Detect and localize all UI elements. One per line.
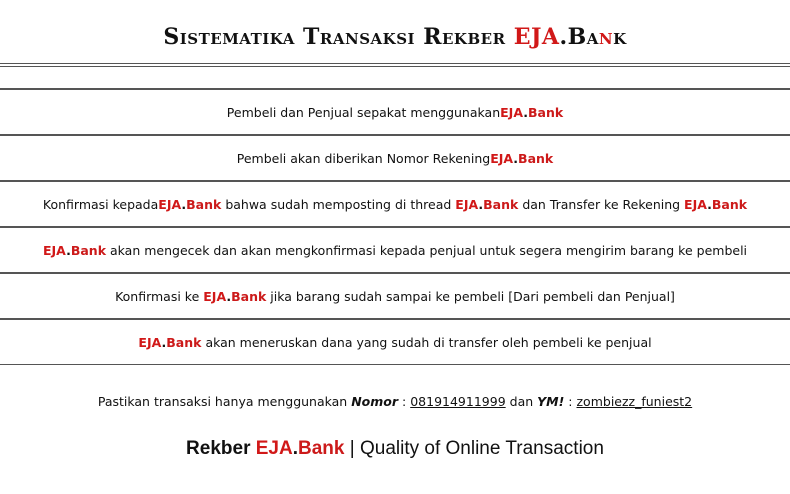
step-5-text-b: jika barang sudah sampai ke pembeli [Dari pembeli dan Penjual] xyxy=(266,288,675,304)
phone-label: Nomor xyxy=(351,394,399,409)
title-brand-eja: EJA xyxy=(513,23,560,50)
brand-eja: EJA xyxy=(255,438,293,459)
brand-eja: EJA xyxy=(158,196,182,212)
tagline-prefix: Rekber xyxy=(186,438,256,459)
step-2-text: Pembeli akan diberikan Nomor Rekening xyxy=(236,150,491,166)
brand-ban: Ban xyxy=(527,104,555,120)
brand-ban: Ban xyxy=(186,196,214,212)
brand-dot: . xyxy=(478,196,484,212)
brand-dot: . xyxy=(707,196,712,212)
brand-mark xyxy=(455,197,518,212)
brand-mark xyxy=(500,105,563,120)
brand-ban: Ban xyxy=(166,334,194,350)
separator: : xyxy=(398,394,411,409)
step-5 xyxy=(0,273,790,319)
title-brand-k: k xyxy=(613,23,627,50)
brand-eja: EJA xyxy=(203,288,227,304)
tagline-suffix: Quality of Online Transaction xyxy=(359,438,604,459)
brand-dot: . xyxy=(513,150,519,166)
tagline xyxy=(0,438,790,460)
brand-k: k xyxy=(258,288,267,304)
title-row xyxy=(0,10,790,64)
step-6-text: akan meneruskan dana yang sudah di transfer oleh pembeli ke penjual xyxy=(201,334,652,350)
step-3-text-c: dan Transfer ke Rekening xyxy=(518,196,685,212)
title-text: Sistematika Transaksi Rekber xyxy=(163,23,514,50)
brand-eja: EJA xyxy=(684,196,708,212)
brand-k: k xyxy=(738,196,748,212)
page-title xyxy=(163,24,626,50)
brand-ban: Ban xyxy=(231,288,258,304)
step-5-text-a: Konfirmasi ke xyxy=(115,288,204,304)
step-3 xyxy=(0,181,790,227)
brand-k: k xyxy=(544,150,554,166)
separator: : xyxy=(564,394,577,409)
ym-label: YM! xyxy=(537,394,565,409)
brand-eja: EJA xyxy=(42,242,67,258)
brand-dot: . xyxy=(292,438,298,459)
brand-dot: . xyxy=(161,334,167,350)
brand-mark xyxy=(158,197,221,212)
brand-mark xyxy=(43,243,106,258)
brand-k: k xyxy=(333,438,345,459)
step-4-text: akan mengecek dan akan mengkonfirmasi kepada penjual untuk segera mengirim barang ke pembeli xyxy=(106,242,748,258)
brand-ban: Ban xyxy=(711,196,739,212)
brand-eja: EJA xyxy=(138,334,162,350)
brand-dot: . xyxy=(181,196,187,212)
brand-dot: . xyxy=(523,104,528,120)
brand-k: k xyxy=(97,242,107,258)
brand-eja: EJA xyxy=(500,104,524,120)
step-1-text: Pembeli dan Penjual sepakat menggunakan xyxy=(226,104,501,120)
step-2 xyxy=(0,135,790,181)
brand-ban: Ban xyxy=(518,150,545,166)
step-3-text-a: Konfirmasi kepada xyxy=(42,196,159,212)
phone-number-link[interactable]: 081914911999 xyxy=(410,394,506,409)
brand-ban: Ban xyxy=(483,196,511,212)
title-brand-dot: . xyxy=(559,23,568,50)
brand-k: k xyxy=(510,196,519,212)
conjunction: dan xyxy=(505,394,538,409)
contact-note xyxy=(0,394,790,409)
step-3-text-b: bahwa sudah memposting di thread xyxy=(221,196,456,212)
brand-k: k xyxy=(213,196,222,212)
title-brand-ba: Ba xyxy=(567,23,599,50)
brand-mark xyxy=(256,438,345,459)
tagline-divider: | xyxy=(344,438,360,459)
brand-mark xyxy=(684,197,747,212)
brand-k: k xyxy=(193,334,202,350)
brand-k: k xyxy=(554,104,564,120)
brand-ban: Ban xyxy=(70,242,98,258)
spacer-row xyxy=(0,66,790,89)
brand-ban: Ban xyxy=(298,438,334,459)
brand-dot: . xyxy=(226,288,232,304)
brand-dot: . xyxy=(66,242,71,258)
brand-mark xyxy=(138,335,201,350)
step-6 xyxy=(0,319,790,365)
brand-eja: EJA xyxy=(490,150,514,166)
title-brand-n: n xyxy=(598,23,614,50)
brand-mark xyxy=(490,151,553,166)
ym-id-link[interactable]: zombiezz_funiest2 xyxy=(576,394,693,409)
brand-mark xyxy=(203,289,266,304)
step-4 xyxy=(0,227,790,273)
brand-eja: EJA xyxy=(455,196,479,212)
contact-lead: Pastikan transaksi hanya menggunakan xyxy=(97,394,352,409)
step-1 xyxy=(0,89,790,135)
